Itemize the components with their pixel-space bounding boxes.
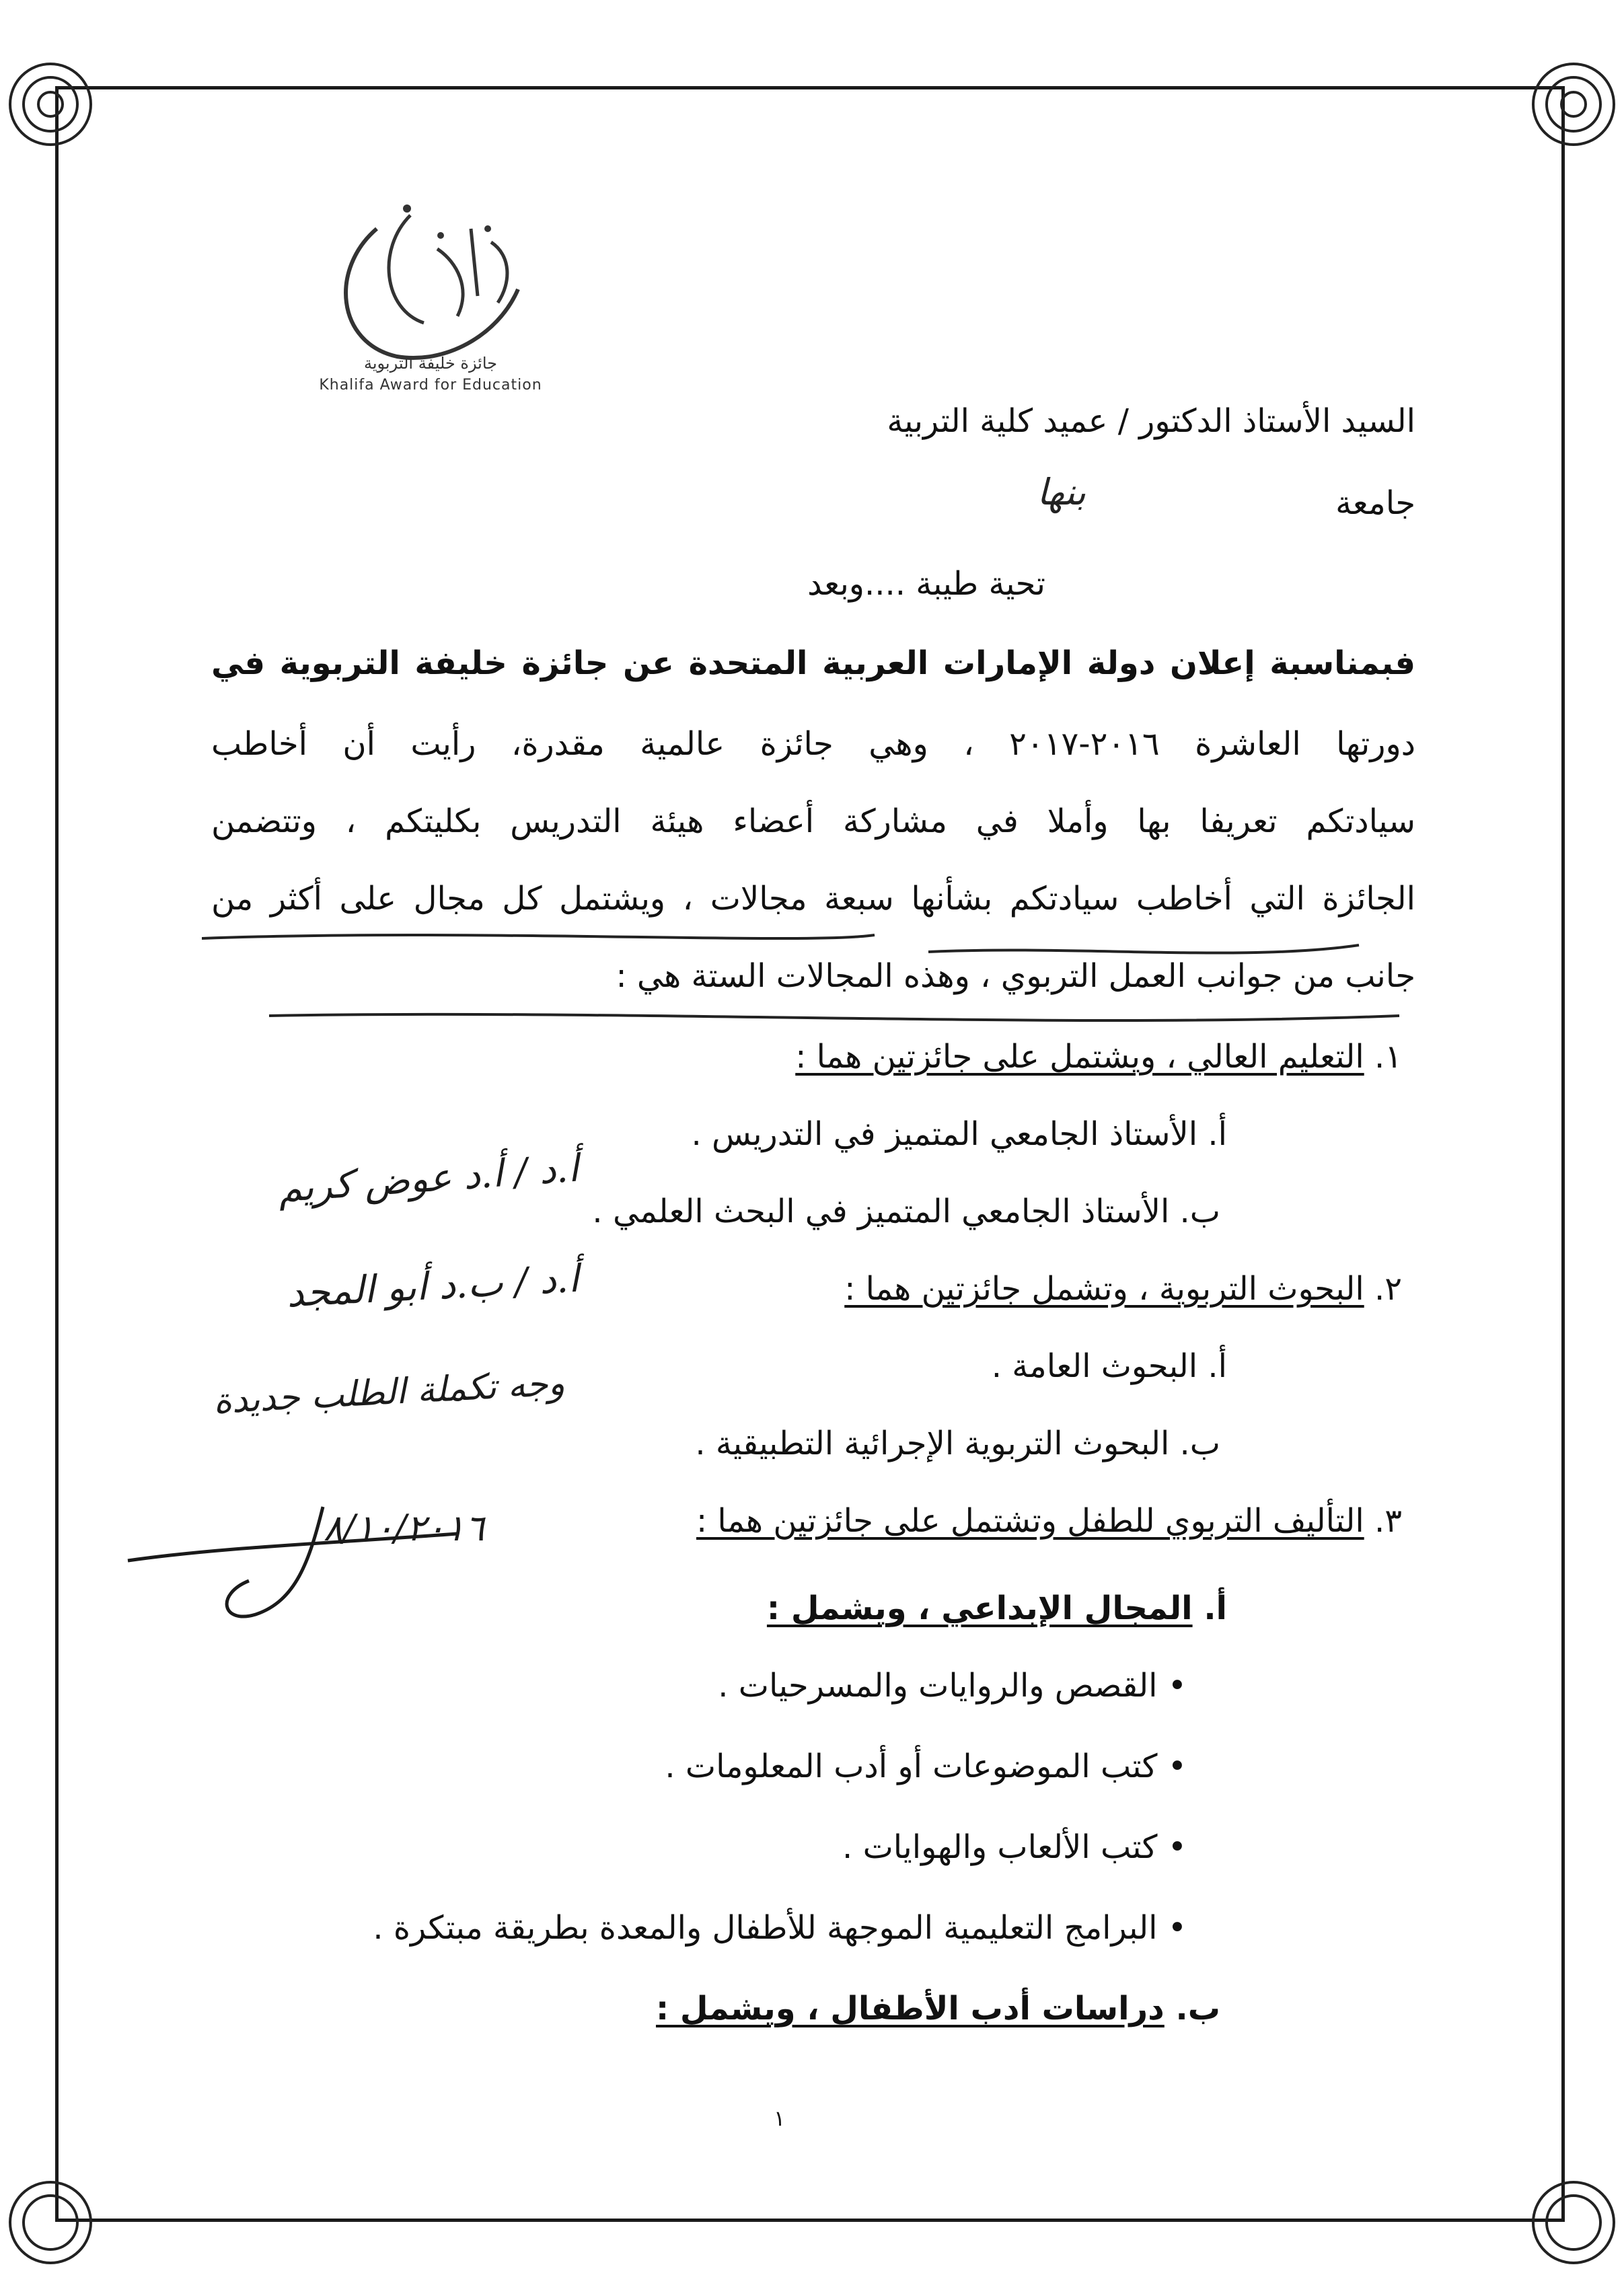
item-label: ب. [1179,1425,1220,1462]
bullet-item [665,1749,1187,1785]
item-text: البحوث العامة . [991,1347,1198,1385]
item-label: ب. [1175,1990,1220,2027]
pen-underline-mark [202,925,1446,965]
item-label: أ. [1208,1347,1227,1385]
paragraph-line-5: جانب من جوانب العمل التربوي ، وهذه المجالات الستة هي : [616,957,1415,995]
section-1-title: التعليم العالي ، ويشتمل على جائزتين هما : [795,1038,1364,1076]
corner-ornament-icon [0,2172,101,2273]
bullet-text: البرامج التعليمية الموجهة للأطفال والمعدة بطريقة مبتكرة . [373,1909,1158,1947]
page-number: ١ [774,2106,786,2131]
section-1-heading [795,1039,1402,1075]
bullet-icon: • [1167,1828,1187,1866]
section-3-title: التأليف التربوي للطفل وتشتمل على جائزتين هما : [696,1502,1364,1540]
bullet-icon: • [1167,1667,1187,1705]
section-3-heading [696,1503,1402,1539]
section-1-item-a [691,1117,1227,1152]
paragraph-line-3: سيادتكم تعريفا بها وأملا في مشاركة أعضاء هيئة التدريس بكليتكم ، وتتضمن [211,803,1415,840]
item-label: أ. [1208,1115,1227,1153]
handwritten-notes [40,1103,592,1655]
logo-arabic-caption: جائزة خليفة التربوية [363,354,498,373]
greeting-line: تحية طيبة ....وبعد [807,565,1045,603]
section-2-item-b [695,1426,1220,1462]
paragraph-line-4: الجائزة التي أخاطب سيادتكم بشأنها سبعة مجالات ، ويشتمل كل مجال على أكثر من [211,880,1415,918]
bullet-text: كتب الألعاب والهوايات . [842,1828,1158,1866]
bullet-text: القصص والروايات والمسرحيات . [718,1667,1158,1705]
handwritten-signature-stroke [121,1480,471,1641]
paragraph-line-2-text: دورتها العاشرة ٢٠١٦-٢٠١٧ ، وهي جائزة عالمية مقدرة، رأيت أن أخاطب [211,725,1415,763]
handwritten-university-text: بنها [1037,471,1086,513]
bullet-item [373,1910,1187,1946]
section-2-title: البحوث التربوية ، وتشمل جائزتين هما : [844,1270,1364,1308]
section-2-heading [844,1271,1402,1307]
university-label: جامعة [1335,484,1415,522]
pen-underline-mark [242,1002,1446,1036]
bullet-item [718,1668,1187,1704]
item-text: الأستاذ الجامعي المتميز في البحث العلمي . [592,1193,1170,1230]
section-1-item-b [592,1194,1220,1230]
item-text: الأستاذ الجامعي المتميز في التدريس . [691,1115,1198,1153]
section-1-number: ١. [1374,1038,1402,1076]
handwritten-note-2: أ.د / ب.د أبو المجد [285,1257,580,1316]
bullet-item [842,1830,1187,1865]
section-3-sub-b [656,1991,1220,2027]
corner-ornament-icon [1523,2172,1624,2273]
sub-a-title: المجال الإبداعي ، ويشمل : [766,1590,1193,1627]
section-3-sub-a [767,1591,1227,1627]
bullet-icon: • [1167,1909,1187,1947]
paragraph-line-1: فبمناسبة إعلان دولة الإمارات العربية المتحدة عن جائزة خليفة التربوية في [211,644,1415,682]
item-label: ب. [1179,1193,1220,1230]
sub-b-title: دراسات أدب الأطفال ، ويشمل : [655,1990,1165,2027]
paragraph-line-2 [211,726,1415,762]
handwritten-note-1: أ.د / أ.د عوض كريم [276,1146,580,1212]
section-3-number: ٣. [1374,1502,1402,1540]
logo-english-caption: Khalifa Award for Education [319,377,542,394]
corner-ornament-icon [0,54,101,155]
handwritten-note-3: وجه تكملة الطلب جديدة [213,1363,566,1422]
addressee-line: السيد الأستاذ الدكتور / عميد كلية التربية [887,402,1415,440]
section-2-number: ٢. [1374,1270,1402,1308]
section-2-item-a [992,1349,1227,1384]
handwritten-signature-date: ٨/١٠/٢٠١٦ [323,1507,484,1549]
handwritten-university-name [945,471,1086,518]
item-text: البحوث التربوية الإجرائية التطبيقية . [695,1425,1170,1462]
item-label: أ. [1204,1590,1227,1627]
corner-ornament-icon [1523,54,1624,155]
bullet-text: كتب الموضوعات أو أدب المعلومات . [665,1748,1158,1785]
bullet-icon: • [1167,1748,1187,1785]
